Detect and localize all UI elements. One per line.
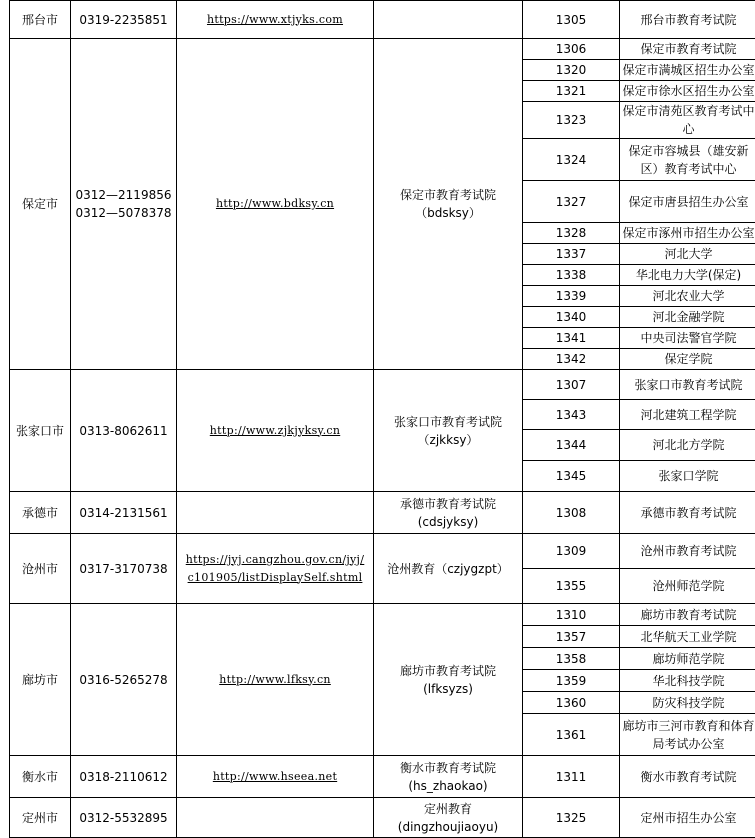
office-name-cell [620,648,755,670]
code-cell [523,223,620,244]
exam-code: 1357 [556,630,587,644]
table-row [10,604,755,626]
office-name-cell [620,244,755,265]
exam-code: 1309 [556,544,587,558]
office-name-cell [620,604,755,626]
city-cell [10,756,71,798]
code-cell [523,648,620,670]
table-row [10,492,755,534]
office-name: 防灾科技学院 [622,694,755,712]
wechat-account-text: (cdsjyksy) [376,513,520,531]
office-name: 沧州市教育考试院 [622,542,755,560]
phone-number: 0312—5078378 [73,204,174,222]
exam-code: 1306 [556,42,587,56]
office-name: 区）教育考试中心 [622,160,755,178]
office-name-cell [620,181,755,223]
office-name: 中央司法警官学院 [622,329,755,347]
wechat-account-text: (lfksyzs) [376,680,520,698]
exam-code: 1340 [556,310,587,324]
phone-cell [71,492,177,534]
exam-code: 1324 [556,153,587,167]
table-row [10,798,755,838]
wechat-account-text: (dingzhoujiaoyu) [376,818,520,836]
city-cell [10,370,71,492]
office-name: 保定市满城区招生办公室 [622,61,755,79]
office-name: 局考试办公室 [622,735,755,753]
wechat-account-text: 张家口市教育考试院 [376,413,520,431]
code-cell [523,328,620,349]
code-cell [523,1,620,39]
wechat-account-cell [374,370,523,492]
wechat-account-text: （zjkksy） [376,431,520,449]
phone-cell [71,534,177,604]
city-cell [10,1,71,39]
code-cell [523,534,620,569]
website-cell [177,1,374,39]
office-name-cell [620,492,755,534]
office-name: 保定市徐水区招生办公室 [622,82,755,100]
exam-code: 1358 [556,652,587,666]
city-name: 定州市 [22,811,58,825]
office-name-cell [620,714,755,756]
wechat-account-text: 定州教育 [376,800,520,818]
city-cell [10,492,71,534]
code-cell [523,102,620,139]
office-name: 保定市教育考试院 [622,40,755,58]
phone-number: 0318-2110612 [73,768,174,786]
city-name: 沧州市 [22,562,58,576]
wechat-account-cell [374,492,523,534]
code-cell [523,714,620,756]
office-name-cell [620,328,755,349]
office-name-cell [620,349,755,370]
wechat-account-cell [374,39,523,370]
code-cell [523,39,620,60]
exam-code: 1327 [556,195,587,209]
office-name: 河北农业大学 [622,287,755,305]
website-cell [177,756,374,798]
website-cell [177,370,374,492]
code-cell [523,370,620,400]
exam-code: 1320 [556,63,587,77]
exam-code: 1342 [556,352,587,366]
office-name-cell [620,430,755,461]
wechat-account-text: 沧州教育（czjygzpt） [376,560,520,578]
office-name: 承德市教育考试院 [622,504,755,522]
office-name: 保定市涿州市招生办公室 [622,224,755,242]
code-cell [523,626,620,648]
table-body [10,1,755,838]
office-name-cell [620,81,755,102]
office-name-cell [620,626,755,648]
office-name-cell [620,265,755,286]
city-name: 廊坊市 [22,673,58,687]
wechat-account-text: 衡水市教育考试院 [376,759,520,777]
office-name: 保定市容城县（雄安新 [622,142,755,160]
wechat-account-text: (hs_zhaokao) [376,777,520,795]
office-name-cell [620,307,755,328]
exam-code: 1323 [556,113,587,127]
office-name-cell [620,139,755,181]
city-name: 保定市 [22,197,58,211]
exam-office-table [9,0,755,838]
office-name: 河北建筑工程学院 [622,406,755,424]
website-link[interactable] [179,422,371,440]
exam-code: 1343 [556,408,587,422]
code-cell [523,244,620,265]
website-link-text[interactable]: https://www.xtjyks.com [179,11,371,29]
exam-code: 1321 [556,84,587,98]
office-name: 廊坊市教育考试院 [622,606,755,624]
office-name-cell [620,400,755,430]
code-cell [523,265,620,286]
office-name-cell [620,60,755,81]
office-name: 北华航天工业学院 [622,628,755,646]
wechat-account-text: 廊坊市教育考试院 [376,662,520,680]
exam-code: 1360 [556,696,587,710]
office-name-cell [620,102,755,139]
code-cell [523,692,620,714]
code-cell [523,798,620,838]
code-cell [523,756,620,798]
exam-code: 1345 [556,469,587,483]
wechat-account-cell [374,1,523,39]
code-cell [523,492,620,534]
website-link-text[interactable]: http://www.bdksy.cn [179,195,371,213]
office-name: 华北电力大学(保定) [622,266,755,284]
exam-code: 1339 [556,289,587,303]
exam-code: 1359 [556,674,587,688]
table-row [10,534,755,569]
phone-number: 0313-8062611 [73,422,174,440]
city-name: 衡水市 [22,770,58,784]
code-cell [523,604,620,626]
website-link-text[interactable]: http://www.lfksy.cn [179,671,371,689]
exam-code: 1310 [556,608,587,622]
code-cell [523,139,620,181]
phone-number: 0319-2235851 [73,11,174,29]
wechat-account-cell [374,756,523,798]
office-name-cell [620,692,755,714]
code-cell [523,400,620,430]
office-name: 心 [622,120,755,138]
exam-code: 1308 [556,506,587,520]
office-name-cell [620,756,755,798]
office-name-cell [620,370,755,400]
website-link[interactable] [179,768,371,786]
exam-code: 1355 [556,579,587,593]
office-name: 保定市清苑区教育考试中 [622,102,755,120]
website-cell [177,604,374,756]
exam-code: 1328 [556,226,587,240]
website-link[interactable] [179,551,371,587]
phone-cell [71,798,177,838]
office-name: 河北金融学院 [622,308,755,326]
table-row [10,756,755,798]
exam-code: 1361 [556,728,587,742]
code-cell [523,430,620,461]
website-cell [177,798,374,838]
wechat-account-text: （bdsksy） [376,204,520,222]
phone-cell [71,604,177,756]
table-row [10,370,755,400]
phone-number: 0314-2131561 [73,504,174,522]
code-cell [523,569,620,604]
website-link[interactable] [179,195,371,213]
wechat-account-cell [374,604,523,756]
office-name: 河北大学 [622,245,755,263]
exam-code: 1325 [556,811,587,825]
office-name-cell [620,39,755,60]
wechat-account-text: 保定市教育考试院 [376,186,520,204]
office-name-cell [620,461,755,492]
website-cell [177,492,374,534]
table-row [10,39,755,60]
city-cell [10,39,71,370]
phone-cell [71,370,177,492]
code-cell [523,81,620,102]
wechat-account-cell [374,798,523,838]
office-name: 邢台市教育考试院 [622,11,755,29]
phone-cell [71,1,177,39]
website-link-text[interactable]: http://www.zjkjyksy.cn [179,422,371,440]
phone-number: 0316-5265278 [73,671,174,689]
exam-code: 1311 [556,770,587,784]
phone-cell [71,39,177,370]
office-name-cell [620,534,755,569]
city-cell [10,534,71,604]
office-name-cell [620,1,755,39]
code-cell [523,307,620,328]
office-name: 衡水市教育考试院 [622,768,755,786]
office-name: 河北北方学院 [622,436,755,454]
table-row [10,1,755,39]
office-name-cell [620,569,755,604]
city-cell [10,798,71,838]
office-name: 保定学院 [622,350,755,368]
office-name: 华北科技学院 [622,672,755,690]
website-link-text[interactable]: https://jyj.cangzhou.gov.cn/jyj/ [179,551,371,569]
exam-code: 1337 [556,247,587,261]
website-link-text[interactable]: http://www.hseea.net [179,768,371,786]
wechat-account-cell [374,534,523,604]
phone-cell [71,756,177,798]
website-link[interactable] [179,11,371,29]
code-cell [523,349,620,370]
exam-code: 1305 [556,13,587,27]
office-name: 张家口市教育考试院 [622,376,755,394]
website-link[interactable] [179,671,371,689]
office-name-cell [620,286,755,307]
office-name: 保定市唐县招生办公室 [622,193,755,211]
website-link-text[interactable]: c101905/listDisplaySelf.shtml [179,569,371,587]
office-name: 廊坊师范学院 [622,650,755,668]
code-cell [523,286,620,307]
phone-number: 0317-3170738 [73,560,174,578]
code-cell [523,181,620,223]
exam-code: 1344 [556,438,587,452]
city-name: 张家口市 [16,424,64,438]
phone-number: 0312-5532895 [73,809,174,827]
website-cell [177,39,374,370]
office-name-cell [620,670,755,692]
code-cell [523,670,620,692]
exam-code: 1307 [556,378,587,392]
website-cell [177,534,374,604]
code-cell [523,461,620,492]
city-name: 承德市 [22,506,58,520]
city-name: 邢台市 [22,13,58,27]
office-name: 定州市招生办公室 [622,809,755,827]
office-name-cell [620,798,755,838]
city-cell [10,604,71,756]
office-name: 沧州师范学院 [622,577,755,595]
code-cell [523,60,620,81]
office-name: 张家口学院 [622,467,755,485]
office-name-cell [620,223,755,244]
wechat-account-text: 承德市教育考试院 [376,495,520,513]
exam-code: 1341 [556,331,587,345]
phone-number: 0312—2119856 [73,186,174,204]
exam-code: 1338 [556,268,587,282]
office-name: 廊坊市三河市教育和体育 [622,717,755,735]
